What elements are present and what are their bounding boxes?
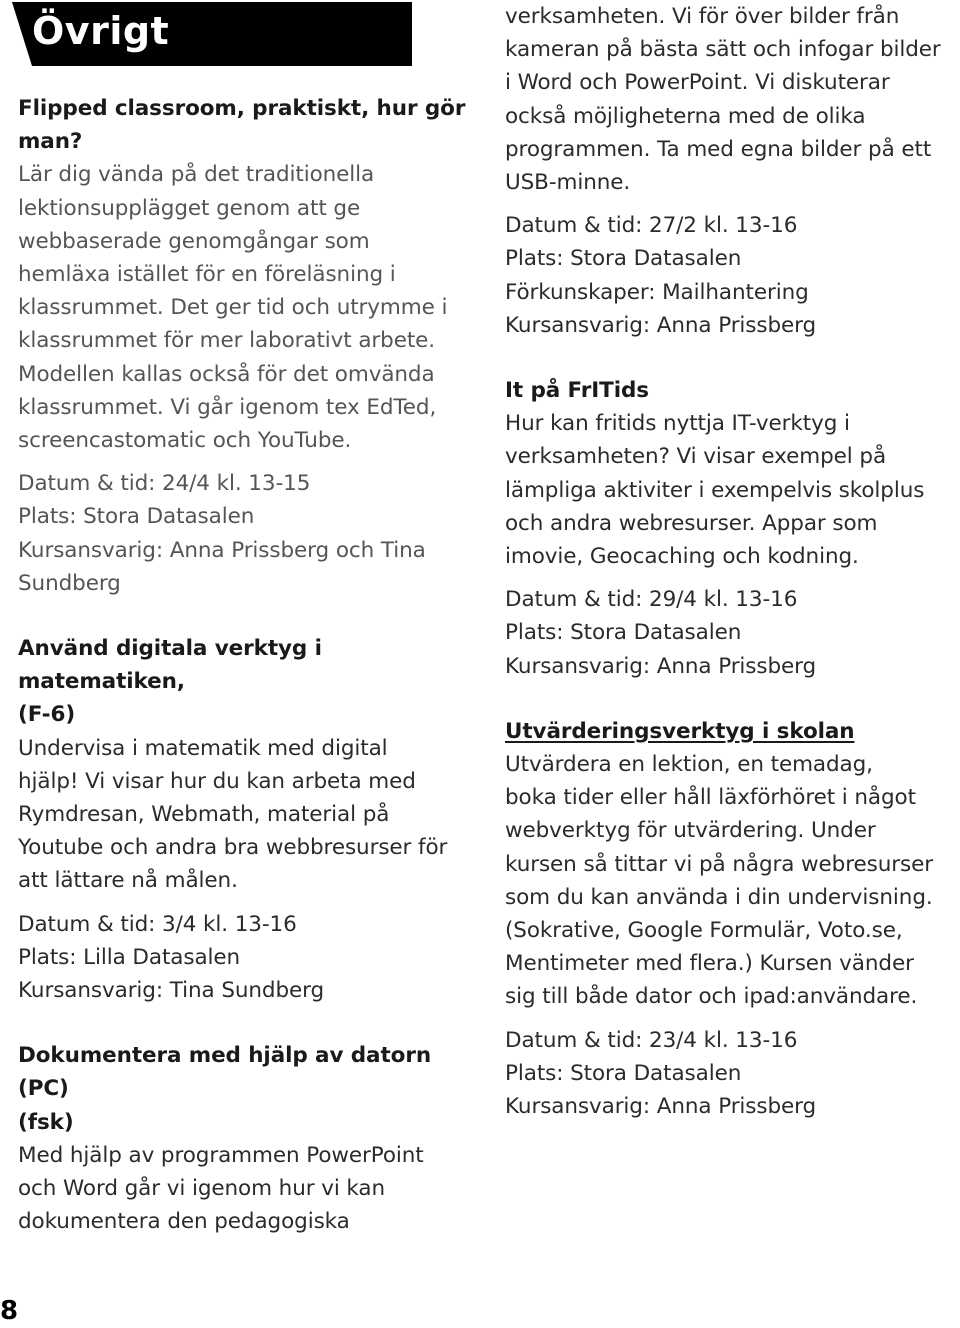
course-title: Flipped classroom, praktiskt, hur gör man?	[18, 96, 466, 155]
course-responsible: Kursansvarig: Anna Prissberg	[505, 1094, 817, 1120]
course-description: Lär dig vända på det traditionella lektionsupplägget genom att ge webbaserade genomgångar som hemläxa istället för en föreläsning i klassrummet. Det ger tid och utrymme i klassrummet för mer laborativt arbete. Modellen kallas också för det omvända klassrummet. Vi går igenom tex EdTed, screencastomatic och YouTube.	[18, 162, 448, 454]
course-title: Utvärderingsverktyg i skolan	[505, 718, 855, 744]
course-document-pc	[18, 1039, 488, 1238]
page-number: 8	[0, 1296, 19, 1326]
right-column	[505, 0, 960, 1123]
course-description: Med hjälp av programmen PowerPoint och Word går vi igenom hur vi kan dokumentera den pedagogiska	[18, 1142, 424, 1235]
course-place: Plats: Stora Datasalen	[505, 620, 742, 646]
course-place: Plats: Stora Datasalen	[505, 1060, 742, 1086]
course-digital-math	[18, 632, 488, 1007]
section-title: Övrigt	[32, 9, 170, 53]
course-title: Använd digitala verktyg i matematiken, (F-6)	[18, 636, 322, 728]
course-title: It på FrITids	[505, 378, 649, 404]
course-date: Datum & tid: 3/4 kl. 13-16	[18, 911, 297, 937]
course-place: Plats: Stora Datasalen	[505, 246, 742, 272]
course-place: Plats: Lilla Datasalen	[18, 944, 241, 970]
course-responsible: Kursansvarig: Anna Prissberg och Tina Sundberg	[18, 537, 426, 596]
course-description: Utvärdera en lektion, en temadag, boka tider eller håll läxförhöret i något webverktyg för utvärdering. Under kursen så tittar vi på några webresurser som du kan använda i din undervisning. (Sokrative, Google Formulär, Voto.se, Mentimeter med flera.) Kursen vänder sig till både dator och ipad:användare.	[505, 752, 933, 1010]
course-date: Datum & tid: 24/4 kl. 13-15	[18, 471, 311, 497]
course-description: Undervisa i matematik med digital hjälp! Vi visar hur du kan arbeta med Rymdresan, Webmath, material på Youtube och andra bra webbresurser för att lättare nå målen.	[18, 735, 448, 894]
left-column	[18, 92, 488, 1239]
course-description: verksamheten. Vi för över bilder från kameran på bästa sätt och infogar bilder i Word och PowerPoint. Vi diskuterar också möjligheterna med de olika programmen. Ta med egna bilder på ett USB-minne.	[505, 4, 941, 196]
course-flipped-classroom	[18, 92, 488, 600]
course-evaluation-tools	[505, 715, 960, 1123]
course-title: Dokumentera med hjälp av datorn (PC) (fsk)	[18, 1043, 432, 1135]
course-responsible: Kursansvarig: Anna Prissberg	[505, 653, 817, 679]
course-date: Datum & tid: 27/2 kl. 13-16	[505, 213, 798, 239]
course-it-fritids	[505, 374, 960, 683]
course-responsible: Kursansvarig: Anna Prissberg	[505, 312, 817, 338]
course-place: Plats: Stora Datasalen	[18, 504, 255, 530]
course-prerequisites: Förkunskaper: Mailhantering	[505, 279, 809, 305]
course-responsible: Kursansvarig: Tina Sundberg	[18, 978, 325, 1004]
course-document-pc-continued	[505, 0, 960, 342]
course-description: Hur kan fritids nyttja IT-verktyg i verksamheten? Vi visar exempel på lämpliga aktiviter i exempelvis skolplus och andra webresurser. Appar som imovie, Geocaching och kodning.	[505, 411, 925, 570]
course-date: Datum & tid: 29/4 kl. 13-16	[505, 587, 798, 613]
course-date: Datum & tid: 23/4 kl. 13-16	[505, 1027, 798, 1053]
